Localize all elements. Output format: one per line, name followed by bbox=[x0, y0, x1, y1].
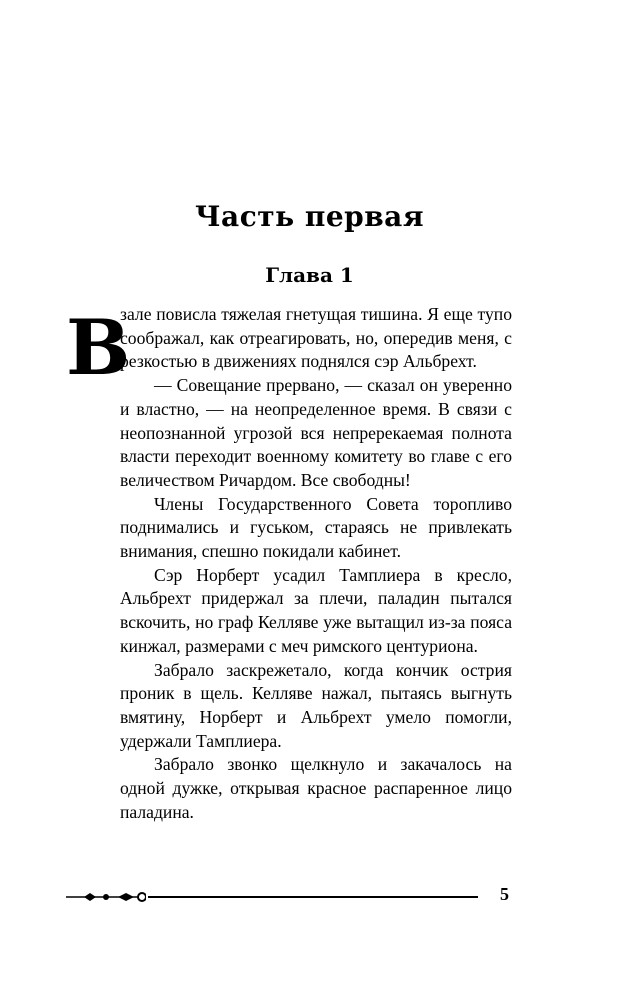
part-title: Часть первая bbox=[194, 200, 425, 233]
chapter-title: Глава 1 bbox=[265, 263, 354, 287]
paragraph: зале повисла тяжелая гнетущая тишина. Я еще тупо соображал, как отреагировать, но, опередив меня, с резкостью в движениях поднялся сэр Альбрехт. bbox=[120, 304, 512, 372]
footer-ornament-icon bbox=[66, 890, 146, 904]
paragraph: Забрало заскрежетало, когда кончик острия проник в щель. Келляве нажал, пытаясь выгнуть вмятину, Норберт и Альбрехт умело помогли, удержали Тамплиера. bbox=[120, 659, 512, 751]
paragraph: Члены Государственного Совета торопливо поднимались и гуськом, стараясь не привлекать внимания, спешно покидали кабинет. bbox=[120, 493, 512, 562]
page-number: 5 bbox=[500, 884, 509, 904]
paragraph: — Совещание прервано, — сказал он уверенно и властно, — на неопределенное время. В связи с неопознанной угрозой вся непререкаемая полнота власти переходит военному комитету во главе с его величеством Ричардом. Все свободны! bbox=[120, 375, 512, 490]
footer-rule bbox=[148, 896, 478, 898]
paragraph: Сэр Норберт усадил Тамплиера в кресло, Альбрехт придержал за плечи, паладин пытался вскочить, но граф Келляве уже вытащил из-за пояса кинжал, размерами с меч римского центуриона. bbox=[120, 564, 512, 656]
paragraph: Забрало звонко щелкнуло и закачалось на одной дужке, открывая красное распаренное лицо паладина. bbox=[120, 754, 512, 822]
drop-cap: В bbox=[66, 303, 131, 392]
body-text bbox=[120, 303, 512, 824]
